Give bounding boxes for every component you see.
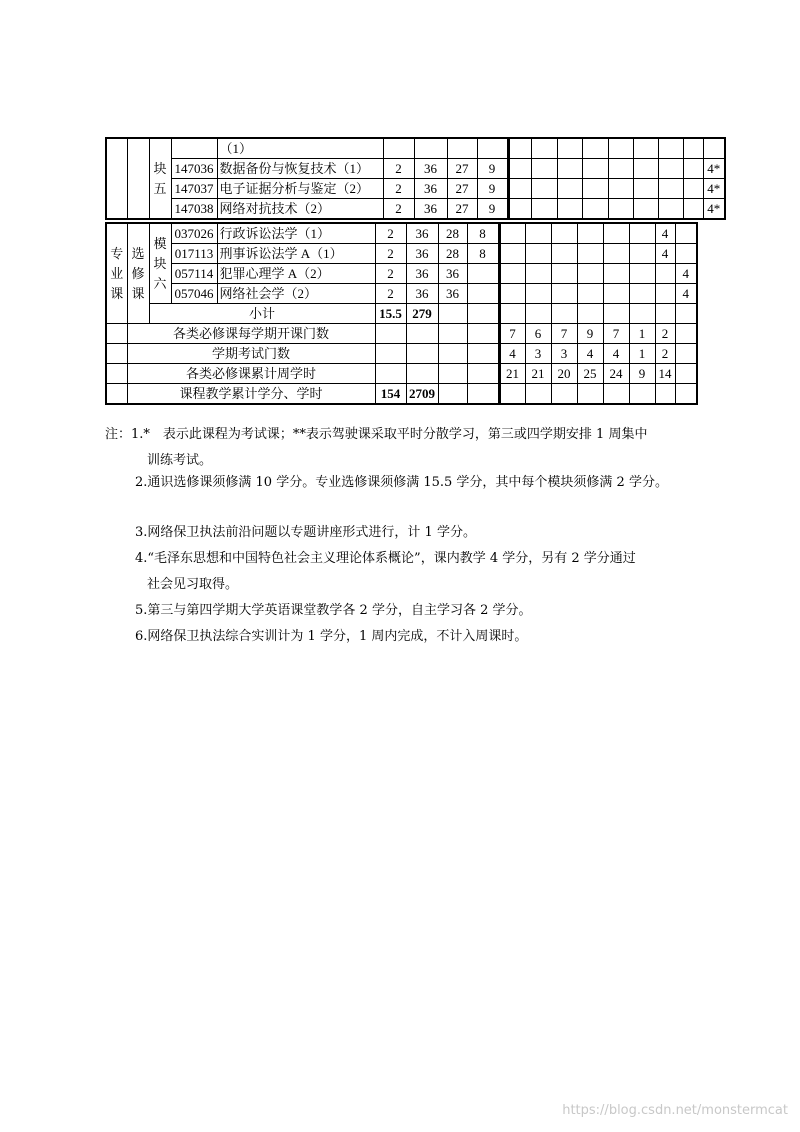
hours: 36 — [414, 179, 447, 199]
course-code: 147037 — [171, 179, 217, 199]
table-cell — [106, 384, 127, 405]
semester-hours — [633, 199, 658, 220]
credits: 2 — [375, 244, 406, 264]
semester-hours — [557, 138, 582, 159]
group-cell-2 — [127, 138, 149, 219]
semester-value: 9 — [577, 324, 603, 344]
semester-hours: 4 — [655, 223, 675, 244]
semester-hours — [703, 138, 725, 159]
table-cell — [106, 364, 127, 384]
hours: 36 — [406, 244, 438, 264]
semester-hours — [508, 179, 531, 199]
semester-hours — [525, 304, 551, 324]
total-row — [106, 384, 697, 405]
course-name: 网络社会学（2） — [217, 284, 375, 304]
semester-hours — [577, 284, 603, 304]
credits: 2 — [375, 223, 406, 244]
table-cell — [406, 324, 438, 344]
semester-hours — [608, 159, 633, 179]
semester-value: 24 — [603, 364, 629, 384]
course-code: 057046 — [171, 284, 217, 304]
group-label-elective: 选修课 — [127, 223, 149, 324]
table-cell — [406, 344, 438, 364]
summary-row — [106, 364, 697, 384]
semester-hours — [683, 138, 703, 159]
semester-hours — [499, 304, 525, 324]
semester-hours — [508, 138, 531, 159]
semester-hours — [525, 264, 551, 284]
semester-hours — [531, 199, 557, 220]
course-code — [171, 138, 217, 159]
semester-value — [499, 384, 525, 405]
credits: 2 — [383, 199, 414, 220]
semester-hours — [633, 159, 658, 179]
semester-hours — [577, 244, 603, 264]
semester-hours: 4* — [703, 179, 725, 199]
semester-hours — [551, 304, 577, 324]
table-cell — [467, 344, 499, 364]
table-cell — [375, 344, 406, 364]
semester-hours — [582, 179, 608, 199]
table-row — [106, 244, 697, 264]
semester-hours — [658, 159, 683, 179]
lecture-hours: 28 — [438, 223, 467, 244]
semester-hours — [683, 159, 703, 179]
semester-value: 7 — [551, 324, 577, 344]
group-label-major: 专业课 — [106, 223, 127, 324]
semester-value: 4 — [499, 344, 525, 364]
hours: 36 — [414, 159, 447, 179]
semester-hours — [629, 284, 655, 304]
semester-hours — [655, 264, 675, 284]
curriculum-table-top — [105, 137, 726, 220]
semester-hours — [582, 199, 608, 220]
module-label: 块五 — [149, 138, 171, 219]
note-3: 3.网络保卫执法前沿问题以专题讲座形式进行，计 1 学分。 — [135, 525, 476, 540]
semester-hours — [683, 179, 703, 199]
semester-hours — [608, 199, 633, 220]
semester-hours — [608, 179, 633, 199]
table-cell — [438, 384, 467, 405]
practice-hours: 9 — [477, 199, 508, 220]
total-label: 课程教学累计学分、学时 — [127, 384, 375, 405]
total-hours: 2709 — [406, 384, 438, 405]
practice-hours — [477, 138, 508, 159]
semester-hours — [633, 179, 658, 199]
semester-value — [577, 384, 603, 405]
table-cell — [467, 364, 499, 384]
lecture-hours: 36 — [438, 284, 467, 304]
semester-hours — [658, 199, 683, 220]
semester-value: 14 — [655, 364, 675, 384]
semester-hours — [577, 223, 603, 244]
semester-value — [655, 384, 675, 405]
semester-hours — [557, 199, 582, 220]
table-cell — [106, 324, 127, 344]
hours — [414, 138, 447, 159]
practice-hours: 8 — [467, 244, 499, 264]
semester-hours — [499, 264, 525, 284]
semester-hours: 4 — [675, 264, 697, 284]
note-1-cont: 训练考试。 — [147, 453, 213, 468]
semester-value: 4 — [603, 344, 629, 364]
lecture-hours: 27 — [447, 199, 477, 220]
table-row — [106, 264, 697, 284]
credits: 2 — [375, 264, 406, 284]
semester-value — [629, 384, 655, 405]
semester-hours — [683, 199, 703, 220]
semester-hours — [655, 304, 675, 324]
semester-hours — [658, 138, 683, 159]
lecture-hours — [447, 138, 477, 159]
semester-value: 1 — [629, 344, 655, 364]
table-row — [106, 223, 697, 244]
note-4: 4.“毛泽东思想和中国特色社会主义理论体系概论”，课内教学 4 学分，另有 2 学分通过 — [135, 551, 636, 566]
table-row — [106, 138, 725, 159]
total-credits: 154 — [375, 384, 406, 405]
semester-hours — [675, 304, 697, 324]
practice-hours: 9 — [477, 179, 508, 199]
semester-hours — [499, 244, 525, 264]
semester-hours — [608, 138, 633, 159]
semester-hours — [525, 284, 551, 304]
hours: 36 — [406, 284, 438, 304]
semester-hours — [525, 244, 551, 264]
semester-value — [603, 384, 629, 405]
note-1: 注：1.* 表示此课程为考试课；**表示驾驶课采取平时分散学习，第三或四学期安排 1 周集中 — [105, 427, 648, 442]
semester-value: 4 — [577, 344, 603, 364]
group-cell-1 — [106, 138, 127, 219]
hours: 36 — [406, 264, 438, 284]
table-row — [106, 284, 697, 304]
note-6: 6.网络保卫执法综合实训计为 1 学分，1 周内完成，不计入周课时。 — [135, 629, 528, 644]
table-row — [106, 179, 725, 199]
note-4-cont: 社会见习取得。 — [147, 577, 239, 592]
semester-value — [675, 364, 697, 384]
semester-value: 1 — [629, 324, 655, 344]
semester-value: 7 — [603, 324, 629, 344]
semester-value — [675, 384, 697, 405]
table-row — [106, 199, 725, 220]
semester-value: 21 — [499, 364, 525, 384]
semester-hours — [603, 264, 629, 284]
course-name: 犯罪心理学 A（2） — [217, 264, 375, 284]
practice-hours — [467, 264, 499, 284]
course-code: 017113 — [171, 244, 217, 264]
summary-label: 学期考试门数 — [127, 344, 375, 364]
course-code: 037026 — [171, 223, 217, 244]
semester-value: 9 — [629, 364, 655, 384]
summary-label: 各类必修课累计周学时 — [127, 364, 375, 384]
table-cell — [467, 384, 499, 405]
semester-hours — [577, 264, 603, 284]
subtotal-credits: 15.5 — [375, 304, 406, 324]
summary-row — [106, 344, 697, 364]
semester-hours — [675, 244, 697, 264]
semester-hours — [658, 179, 683, 199]
watermark: https://blog.csdn.net/monstermcat — [562, 1103, 788, 1118]
table-cell — [467, 324, 499, 344]
semester-hours — [557, 179, 582, 199]
semester-hours: 4 — [655, 244, 675, 264]
table-cell — [375, 324, 406, 344]
semester-hours — [551, 244, 577, 264]
semester-hours — [551, 284, 577, 304]
semester-hours — [655, 284, 675, 304]
summary-label: 各类必修课每学期开课门数 — [127, 324, 375, 344]
lecture-hours: 27 — [447, 179, 477, 199]
semester-hours — [603, 284, 629, 304]
subtotal-hours: 279 — [406, 304, 438, 324]
table-cell — [467, 304, 499, 324]
semester-value: 25 — [577, 364, 603, 384]
table-cell — [375, 364, 406, 384]
module-label: 模块六 — [149, 223, 171, 304]
semester-value — [675, 344, 697, 364]
semester-hours — [525, 223, 551, 244]
hours: 36 — [406, 223, 438, 244]
semester-hours — [603, 244, 629, 264]
semester-hours: 4 — [675, 284, 697, 304]
semester-hours — [577, 304, 603, 324]
semester-hours — [675, 223, 697, 244]
table-cell — [106, 344, 127, 364]
table-cell — [438, 364, 467, 384]
course-name: 数据备份与恢复技术（1） — [217, 159, 383, 179]
semester-hours — [603, 223, 629, 244]
credits: 2 — [383, 179, 414, 199]
semester-hours — [508, 159, 531, 179]
lecture-hours: 28 — [438, 244, 467, 264]
semester-value: 6 — [525, 324, 551, 344]
semester-hours — [629, 264, 655, 284]
semester-hours — [629, 244, 655, 264]
semester-value: 7 — [499, 324, 525, 344]
semester-hours — [551, 264, 577, 284]
semester-value — [525, 384, 551, 405]
semester-hours — [629, 223, 655, 244]
semester-hours: 4* — [703, 159, 725, 179]
practice-hours: 8 — [467, 223, 499, 244]
course-code: 147036 — [171, 159, 217, 179]
course-code: 147038 — [171, 199, 217, 220]
table-cell — [438, 304, 467, 324]
lecture-hours: 36 — [438, 264, 467, 284]
semester-hours — [557, 159, 582, 179]
semester-value — [675, 324, 697, 344]
subtotal-row — [106, 304, 697, 324]
summary-row — [106, 324, 697, 344]
semester-hours — [582, 159, 608, 179]
semester-value: 21 — [525, 364, 551, 384]
semester-value: 20 — [551, 364, 577, 384]
semester-value — [551, 384, 577, 405]
note-5: 5.第三与第四学期大学英语课堂教学各 2 学分，自主学习各 2 学分。 — [135, 603, 532, 618]
course-name: （1） — [217, 138, 383, 159]
semester-value: 3 — [525, 344, 551, 364]
semester-hours — [629, 304, 655, 324]
semester-hours — [531, 159, 557, 179]
course-name: 网络对抗技术（2） — [217, 199, 383, 220]
table-cell — [406, 364, 438, 384]
table-row — [106, 159, 725, 179]
semester-hours — [531, 138, 557, 159]
note-2: 2.通识选修课须修满 10 学分。专业选修课须修满 15.5 学分，其中每个模块须修满 2 学分。 — [135, 475, 668, 490]
semester-hours — [499, 284, 525, 304]
table-cell — [438, 324, 467, 344]
table-cell — [438, 344, 467, 364]
semester-hours: 4* — [703, 199, 725, 220]
course-name: 刑事诉讼法学 A（1） — [217, 244, 375, 264]
semester-value: 2 — [655, 344, 675, 364]
semester-hours — [633, 138, 658, 159]
course-code: 057114 — [171, 264, 217, 284]
semester-hours — [508, 199, 531, 220]
semester-hours — [551, 223, 577, 244]
hours: 36 — [414, 199, 447, 220]
semester-value: 2 — [655, 324, 675, 344]
semester-hours — [582, 138, 608, 159]
practice-hours: 9 — [477, 159, 508, 179]
subtotal-label: 小计 — [149, 304, 375, 324]
course-name: 行政诉讼法学（1） — [217, 223, 375, 244]
credits: 2 — [375, 284, 406, 304]
credits: 2 — [383, 159, 414, 179]
semester-value: 3 — [551, 344, 577, 364]
semester-hours — [603, 304, 629, 324]
curriculum-table-bottom — [105, 222, 698, 405]
course-name: 电子证据分析与鉴定（2） — [217, 179, 383, 199]
semester-hours — [499, 223, 525, 244]
semester-hours — [531, 179, 557, 199]
lecture-hours: 27 — [447, 159, 477, 179]
credits — [383, 138, 414, 159]
practice-hours — [467, 284, 499, 304]
